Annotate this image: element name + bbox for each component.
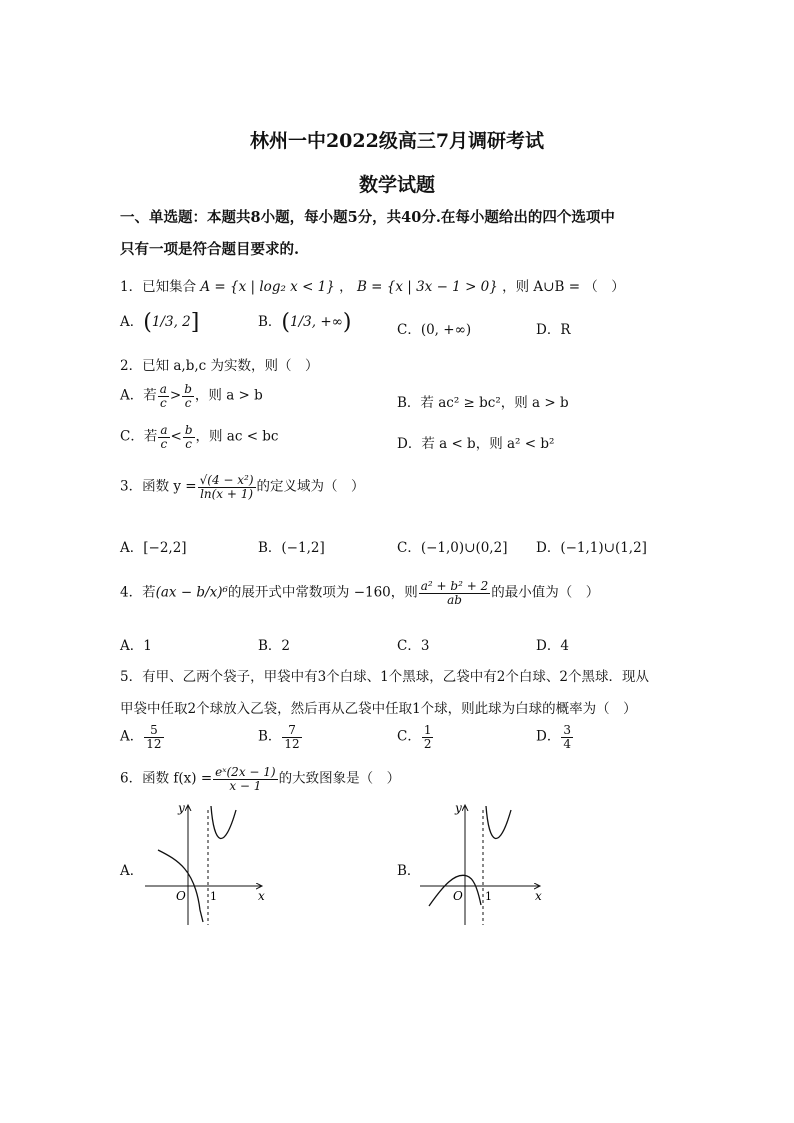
q4-option-d[interactable]: D．4 (536, 638, 569, 654)
q3-option-d[interactable]: D．(−1,1)∪(1,2] (536, 540, 647, 556)
exam-subtitle: 数学试题 (358, 174, 435, 196)
q1-sep: ， (339, 279, 353, 295)
q4-stem (120, 580, 599, 606)
q1-option-a-value: 1/3, 2 (151, 314, 191, 330)
q1-option-b-label: B． (258, 314, 282, 330)
q1-option-a-label: A． (120, 314, 144, 330)
q2-option-a[interactable]: A．若 $\frac{a}{c}$ > $\frac{b}{c}$ ，则 a > b (120, 382, 263, 410)
q5-option-b-num: 7 (282, 724, 301, 738)
q2-option-c-pre: C．若 (120, 428, 158, 445)
q1-option-a[interactable]: A．(1/3, 2] (120, 310, 200, 335)
origin-label: O (176, 889, 186, 903)
q1-setB: B = {x | 3x − 1 > 0} (356, 279, 498, 295)
q5-stem-line1: 5．有甲、乙两个袋子，甲袋中有3个白球、1个黑球，乙袋中有2个白球、2个黑球．现从 (120, 669, 649, 685)
tick-one-label: 1 (485, 890, 492, 903)
section-heading-line1: 一、单选题：本题共8小题，每小题5分，共40分.在每小题给出的四个选项中 (120, 209, 615, 226)
q4-option-b[interactable]: B．2 (258, 638, 291, 654)
q5-option-a-num: 5 (144, 724, 163, 738)
q4-option-c[interactable]: C．3 (397, 638, 430, 654)
x-axis-label: x (258, 889, 265, 903)
q3-option-c[interactable]: C．(−1,0)∪(0,2] (397, 540, 508, 556)
q5-option-a-label: A． (120, 728, 144, 745)
q5-option-d-den: 4 (563, 736, 571, 751)
q1-option-d[interactable]: D．R (536, 322, 571, 338)
q1-option-b-value: 1/3, +∞ (290, 314, 343, 330)
q6-denominator: x − 1 (229, 778, 262, 793)
q1-setA: A = {x | log₂ x < 1} (200, 279, 335, 295)
q5-option-d-num: 3 (563, 723, 571, 737)
q1-option-c[interactable]: C．(0, +∞) (397, 322, 472, 338)
q3-numerator: √(4 − x²) (199, 473, 254, 487)
q4-expression: (ax − b/x)⁶ (155, 584, 228, 601)
q6-post: 的大致图象是（ ） (278, 770, 401, 787)
q5-stem-line2: 甲袋中任取2个球放入乙袋，然后再从乙袋中任取1个球，则此球为白球的概率为（ ） (120, 701, 637, 717)
q4-post: 的最小值为（ ） (491, 584, 600, 601)
q3-post: 的定义域为（ ） (256, 478, 365, 495)
q6-option-a-label[interactable]: A． (120, 863, 144, 879)
q5-option-b[interactable] (258, 724, 303, 750)
q6-graph-b[interactable] (415, 800, 545, 928)
q6-pre: 6．函数 f(x) = (120, 770, 213, 787)
curve-right-branch (211, 806, 236, 839)
q3-denominator: ln(x + 1) (200, 486, 254, 501)
q5-option-c-den: 2 (423, 736, 432, 751)
q5-option-b-label: B． (258, 728, 282, 745)
q5-option-b-den: 12 (284, 736, 300, 751)
section-heading-line2: 只有一项是符合题目要求的. (120, 241, 300, 258)
q3-pre: 3．函数 y = (120, 478, 197, 495)
q4-numerator: a² + b² + 2 (420, 579, 489, 593)
q3-option-b[interactable]: B．(−1,2] (258, 540, 325, 556)
origin-label: O (453, 889, 463, 903)
x-axis-label: x (535, 889, 542, 903)
q6-numerator: eˣ(2x − 1) (215, 765, 276, 779)
q5-option-a[interactable] (120, 724, 165, 750)
q2-option-c-post: ，则 ac < bc (195, 428, 279, 445)
q5-option-c-label: C． (397, 728, 421, 745)
q5-option-a-den: 12 (146, 736, 162, 751)
q5-option-d[interactable] (536, 724, 574, 750)
q2-stem: 2．已知 a,b,c 为实数，则（ ） (120, 358, 319, 374)
q4-option-a[interactable]: A．1 (120, 638, 152, 654)
q2-option-a-post: ，则 a > b (194, 387, 263, 404)
q5-option-c-num: 1 (423, 723, 432, 737)
q4-mid: 的展开式中常数项为 −160，则 (227, 584, 418, 601)
y-axis-label: y (455, 801, 462, 815)
q1-prefix: 1．已知集合 (120, 279, 197, 295)
q5-option-c[interactable] (397, 724, 434, 750)
q3-option-a[interactable]: A．[−2,2] (120, 540, 187, 556)
q1-suffix: ，则 A∪B = （ ） (502, 279, 625, 295)
q2-option-a-pre: A．若 (120, 387, 157, 404)
q1-option-b[interactable]: B．(1/3, +∞) (258, 310, 352, 335)
exam-title: 林州一中2022级高三7月调研考试 (249, 130, 545, 152)
q4-pre: 4．若 (120, 584, 156, 601)
q6-stem (120, 766, 400, 792)
tick-one-label: 1 (210, 890, 217, 903)
q2-option-d[interactable]: D．若 a < b，则 a² < b² (397, 436, 555, 452)
q2-option-c[interactable]: C．若 $\frac{a}{c}$ < $\frac{b}{c}$ ，则 ac < bc (120, 423, 279, 451)
q4-denominator: ab (447, 592, 462, 607)
q6-graph-a[interactable] (140, 800, 270, 928)
q5-option-d-label: D． (536, 728, 561, 745)
q3-stem (120, 474, 365, 500)
q2-option-b[interactable]: B．若 ac² ≥ bc²，则 a > b (397, 395, 569, 411)
curve-right-branch (486, 806, 511, 839)
y-axis-label: y (178, 801, 185, 815)
q1-stem (120, 275, 625, 295)
q6-option-b-label[interactable]: B． (397, 863, 421, 879)
